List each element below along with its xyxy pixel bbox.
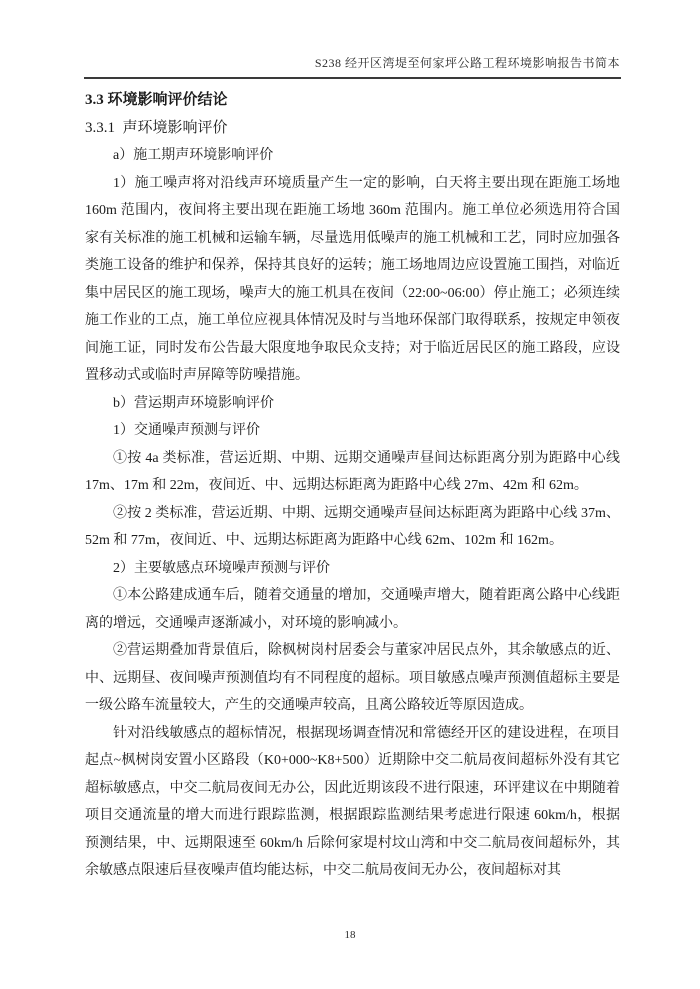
document-body — [85, 86, 620, 885]
paragraph-construction-noise: 1）施工噪声将对沿线声环境质量产生一定的影响，白天将主要出现在距施工场地 160m 范围内，夜间将主要出现在距施工场地 360m 范围内。施工单位必须选用符合国家有关标准的施工机械和运输车辆，尽量选用低噪声的施工机械和工艺，同时应加强各类施工设备的维护和保养，保持其良好的运转；施工场地周边应设置施工围挡，对临近集中居民区的施工现场，噪声大的施工机具在夜间（22:00~06:00）停止施工；必须连续施工作业的工点，施工单位应视具体情况及时与当地环保部门取得联系，按规定申领夜间施工证，同时发布公告最大限度地争取民众支持；对于临近居民区的施工路段，应设置移动式或临时声屏障等防噪措施。 — [85, 175, 620, 383]
section-heading: 3.3 环境影响评价结论 — [85, 92, 228, 108]
subheading-construction-period: a）施工期声环境影响评价 — [113, 148, 274, 163]
subheading-traffic-noise-prediction: 1）交通噪声预测与评价 — [113, 423, 260, 438]
paragraph-exceedance-measures: 针对沿线敏感点的超标情况，根据现场调查情况和常德经开区的建设进程，在项目起点~枫树岗安置小区路段（K0+000~K8+500）近期除中交二航局夜间超标外没有其它超标敏感点，中交二航局夜间无办公，因此近期该段不进行限速，环评建议在中期随着项目交通流量的增大而进行跟踪监测，根据跟踪监测结果考虑进行限速 60km/h，根据预测结果，中、远期限速至 60km/h 后除何家堤村坟山湾和中交二航局夜间超标外，其余敏感点限速后昼夜噪声值均能达标，中交二航局夜间无办公，夜间超标对其 — [85, 725, 620, 878]
running-header: S238 经开区湾堤至何家坪公路工程环境影响报告书简本 — [314, 56, 620, 70]
paragraph-background-superposition: ②营运期叠加背景值后，除枫树岗村居委会与董家冲居民点外，其余敏感点的近、中、远期昼、夜间噪声预测值均有不同程度的超标。项目敏感点噪声预测值超标主要是一级公路车流量较大，产生的交通噪声较高，且离公路较近等原因造成。 — [85, 643, 620, 713]
paragraph-standard-2: ②按 2 类标准，营运近期、中期、远期交通噪声昼间达标距离为距路中心线 37m、52m 和 77m，夜间近、中、远期达标距离为距路中心线 62m、102m 和 162m。 — [85, 505, 620, 548]
subheading-sensitive-points: 2）主要敏感点环境噪声预测与评价 — [113, 560, 330, 576]
page-number: 18 — [344, 929, 356, 941]
paragraph-standard-4a: ①按 4a 类标准，营运近期、中期、远期交通噪声昼间达标距离分别为距路中心线 17m、17m 和 22m，夜间近、中、远期达标距离为距路中心线 27m、42m 和 62m。 — [85, 450, 620, 493]
paragraph-traffic-volume: ①本公路建成通车后，随着交通量的增加，交通噪声增大，随着距离公路中心线距离的增远，交通噪声逐渐减小，对环境的影响减小。 — [85, 588, 620, 631]
subheading-operation-period: b）营运期声环境影响评价 — [113, 395, 274, 411]
header-rule — [84, 77, 621, 79]
subsection-heading: 3.3.1 声环境影响评价 — [85, 120, 228, 136]
